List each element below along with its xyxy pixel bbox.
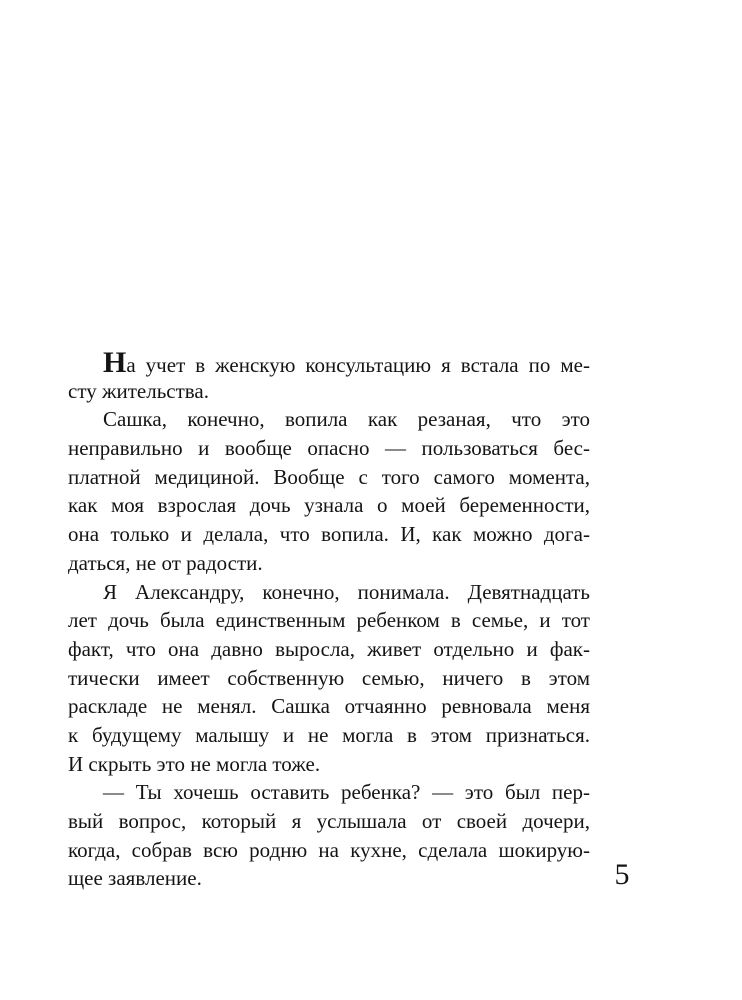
text-line: — Ты хочешь оставить ребенка? — это был пер- — [103, 780, 590, 805]
text-line: к будущему малышу и не могла в этом признаться. — [68, 722, 590, 747]
text-line: сту жительства. — [68, 378, 209, 403]
drop-cap: Н — [103, 346, 127, 379]
text-line: она только и делала, что вопила. И, как можно дога- — [68, 522, 590, 547]
page-number: 5 — [614, 858, 630, 891]
text-line: щее заявление. — [68, 866, 202, 891]
text-line: как моя взрослая дочь узнала о моей беременности, — [68, 493, 590, 518]
text-line: На учет в женскую консультацию я встала по ме- — [103, 346, 590, 379]
text-line: платной медициной. Вообще с того самого момента, — [68, 464, 590, 489]
text-line: когда, собрав всю родню на кухне, сделала шокирую- — [68, 837, 590, 862]
text-line: раскладе не менял. Сашка отчаянно ревновала меня — [68, 694, 590, 719]
text-line: лет дочь была единственным ребенком в семье, и тот — [68, 608, 590, 633]
text-line: Сашка, конечно, вопила как резаная, что это — [103, 407, 590, 432]
text-line: факт, что она давно выросла, живет отдельно и фак- — [68, 636, 590, 661]
text-line: И скрыть это не могла тоже. — [68, 751, 321, 776]
text-block — [68, 348, 590, 893]
text-line: вый вопрос, который я услышала от своей дочери, — [68, 809, 590, 833]
text-line: неправильно и вообще опасно — пользоваться бес- — [68, 436, 590, 461]
text-line: Я Александру, конечно, понимала. Девятнадцать — [103, 579, 590, 604]
text-line: даться, не от радости. — [68, 550, 263, 575]
text-line: тически имеет собственную семью, ничего в этом — [68, 665, 590, 690]
